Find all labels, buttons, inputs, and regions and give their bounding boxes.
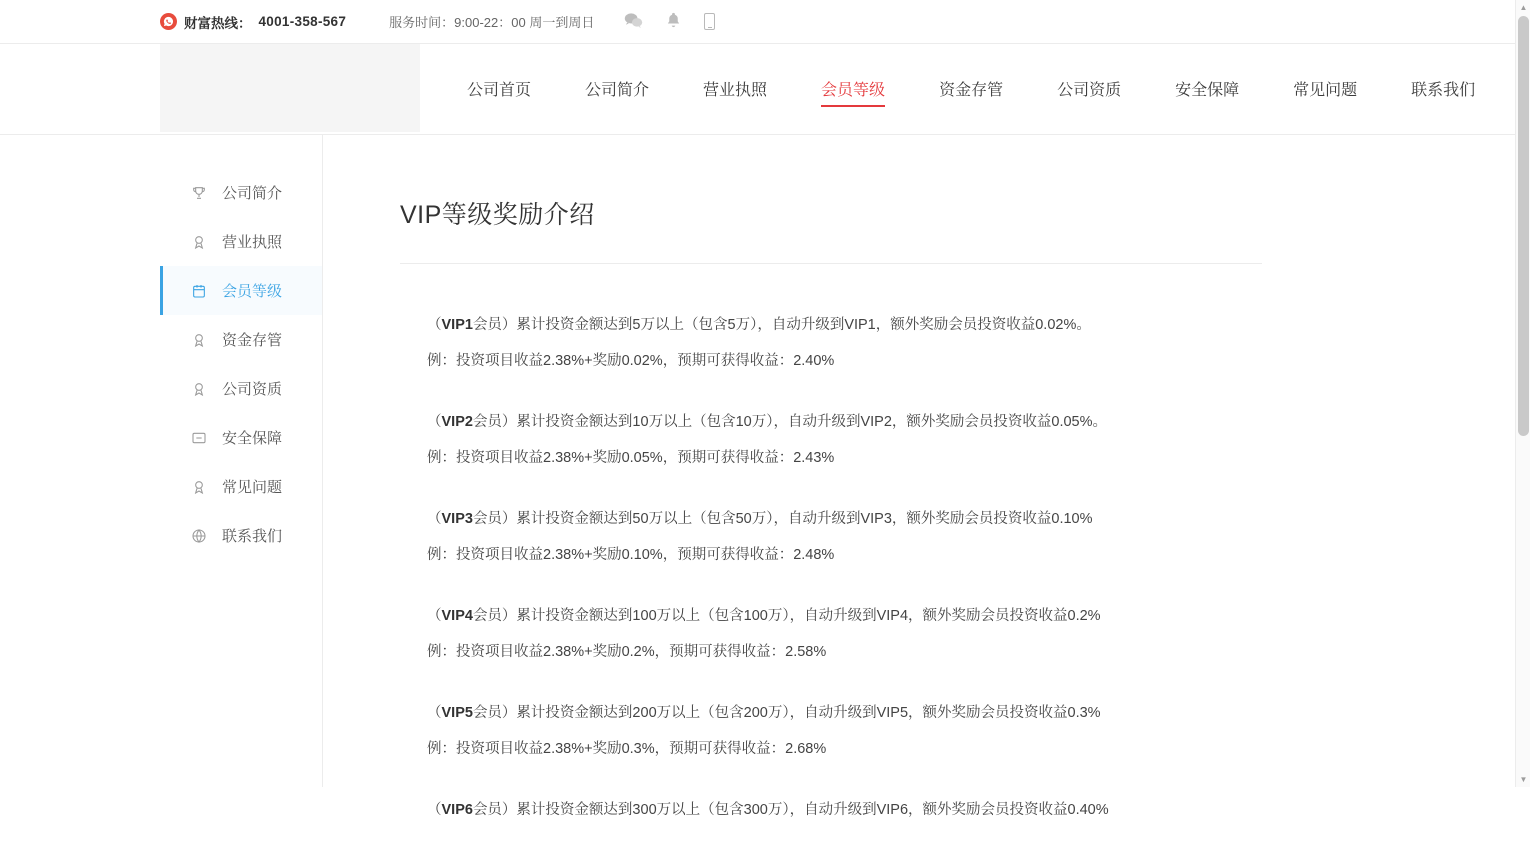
- nav-item-security[interactable]: 安全保障: [1175, 81, 1240, 99]
- vip-rule-text: 会员）累计投资金额达到10万以上（包含10万），自动升级到VIP2，额外奖励会员投资收益0.05%。: [472, 414, 1107, 431]
- nav-item-faq[interactable]: 常见问题: [1293, 81, 1358, 99]
- vip-example: 例：投资项目收益2.38%+奖励0.02%，预期可获得收益：2.40%: [427, 352, 835, 369]
- hotline-label: 财富热线：: [184, 15, 252, 31]
- sidebar-item-label: 会员等级: [222, 283, 283, 300]
- vip-example: 例：投资项目收益2.38%+奖励0.2%，预期可获得收益：2.58%: [427, 643, 827, 660]
- sidebar-item-member-level[interactable]: [160, 266, 322, 315]
- sidebar-item-about[interactable]: [160, 168, 322, 217]
- sidebar-item-faq[interactable]: [160, 462, 322, 511]
- vip-block: [427, 700, 1530, 763]
- vip-block: [427, 506, 1530, 569]
- vip-example: 例：投资项目收益2.38%+奖励0.3%，预期可获得收益：2.68%: [427, 740, 827, 757]
- paren-open: （: [427, 802, 442, 819]
- vip-block: [427, 797, 1530, 825]
- vip-level-tag: VIP4: [441, 608, 473, 625]
- vip-description: [427, 797, 1530, 825]
- sidebar-item-label: 常见问题: [222, 479, 283, 496]
- sidebar: [160, 135, 323, 787]
- sidebar-item-fund-custody[interactable]: [160, 315, 322, 364]
- sidebar-item-qualification[interactable]: [160, 364, 322, 413]
- vip-level-tag: VIP3: [441, 511, 473, 528]
- paren-open: （: [427, 414, 442, 431]
- scroll-up-arrow[interactable]: ▲: [1519, 3, 1528, 12]
- paren-open: （: [427, 705, 442, 722]
- certificate-icon: [190, 380, 208, 398]
- hotline: [160, 12, 594, 32]
- vip-level-list: [400, 312, 1530, 825]
- sidebar-item-label: 公司资质: [222, 381, 283, 398]
- page-content: [0, 135, 1530, 859]
- vip-block: [427, 603, 1530, 666]
- vip-block: [427, 409, 1530, 472]
- calendar-icon: [190, 282, 208, 300]
- top-info-bar: [0, 0, 1530, 44]
- main-panel: [323, 135, 1530, 859]
- nav-item-fund-custody[interactable]: 资金存管: [939, 81, 1004, 99]
- whatsapp-icon: [160, 13, 177, 30]
- vip-example: 例：投资项目收益2.38%+奖励0.10%，预期可获得收益：2.48%: [427, 546, 835, 563]
- nav-item-member-level[interactable]: 会员等级: [794, 63, 912, 113]
- vip-description: [427, 312, 1530, 340]
- nav-item-qualification[interactable]: 公司资质: [1057, 81, 1122, 99]
- vip-level-tag: VIP2: [441, 414, 473, 431]
- nav-item-contact[interactable]: 联系我们: [1411, 81, 1476, 99]
- sidebar-item-label: 资金存管: [222, 332, 283, 349]
- sidebar-item-label: 联系我们: [222, 528, 283, 545]
- site-header: [0, 44, 1530, 135]
- vip-description: [427, 506, 1530, 534]
- title-divider: [400, 263, 1262, 264]
- vip-rule-text: 会员）累计投资金额达到300万以上（包含300万），自动升级到VIP6，额外奖励会员投资收益0.40%: [472, 802, 1109, 819]
- nav-item-home[interactable]: 公司首页: [467, 81, 532, 99]
- vip-level-tag: VIP6: [441, 802, 473, 819]
- vip-description: [427, 603, 1530, 631]
- bell-icon[interactable]: [665, 11, 682, 33]
- topbar-icon-group: [624, 11, 715, 33]
- vip-block: [427, 312, 1530, 375]
- vip-rule-text: 会员）累计投资金额达到100万以上（包含100万），自动升级到VIP4，额外奖励会员投资收益0.2%: [472, 608, 1101, 625]
- wechat-icon[interactable]: [624, 12, 643, 32]
- vertical-scrollbar[interactable]: [1515, 0, 1530, 787]
- sidebar-item-label: 安全保障: [222, 430, 283, 447]
- trophy-icon: [190, 184, 208, 202]
- sidebar-item-security[interactable]: [160, 413, 322, 462]
- nav-item-about[interactable]: 公司简介: [585, 81, 650, 99]
- sidebar-item-label: 营业执照: [222, 234, 283, 251]
- service-time: 服务时间：9:00-22：00 周一到周日: [389, 15, 595, 30]
- globe-icon: [190, 527, 208, 545]
- vip-example: 例：投资项目收益2.38%+奖励0.05%，预期可获得收益：2.43%: [427, 449, 835, 466]
- paren-open: （: [427, 317, 442, 333]
- vip-rule-text: 会员）累计投资金额达到200万以上（包含200万），自动升级到VIP5，额外奖励会员投资收益0.3%: [472, 705, 1101, 722]
- sidebar-item-label: 公司简介: [222, 185, 283, 202]
- vip-description: [427, 409, 1530, 437]
- vip-level-tag: VIP1: [441, 317, 473, 333]
- certificate-icon: [190, 331, 208, 349]
- scroll-thumb[interactable]: [1518, 16, 1529, 436]
- paren-open: （: [427, 608, 442, 625]
- sidebar-item-contact[interactable]: [160, 511, 322, 560]
- shield-icon: [190, 429, 208, 447]
- certificate-icon: [190, 233, 208, 251]
- scroll-down-arrow[interactable]: ▼: [1519, 775, 1528, 784]
- site-logo[interactable]: [160, 44, 420, 132]
- vip-rule-text: 会员）累计投资金额达到5万以上（包含5万），自动升级到VIP1，额外奖励会员投资收益0.02%。: [472, 317, 1091, 333]
- certificate-icon: [190, 478, 208, 496]
- hotline-number: 4001-358-567: [258, 14, 347, 29]
- vip-rule-text: 会员）累计投资金额达到50万以上（包含50万），自动升级到VIP3，额外奖励会员投资收益0.10%: [472, 511, 1093, 528]
- sidebar-item-license[interactable]: [160, 217, 322, 266]
- paren-open: （: [427, 511, 442, 528]
- mobile-icon[interactable]: [704, 13, 715, 30]
- main-nav: [440, 44, 1502, 132]
- nav-item-license[interactable]: 营业执照: [703, 81, 768, 99]
- vip-level-tag: VIP5: [441, 705, 473, 722]
- page-title: VIP等级奖励介绍: [400, 201, 595, 229]
- vip-description: [427, 700, 1530, 728]
